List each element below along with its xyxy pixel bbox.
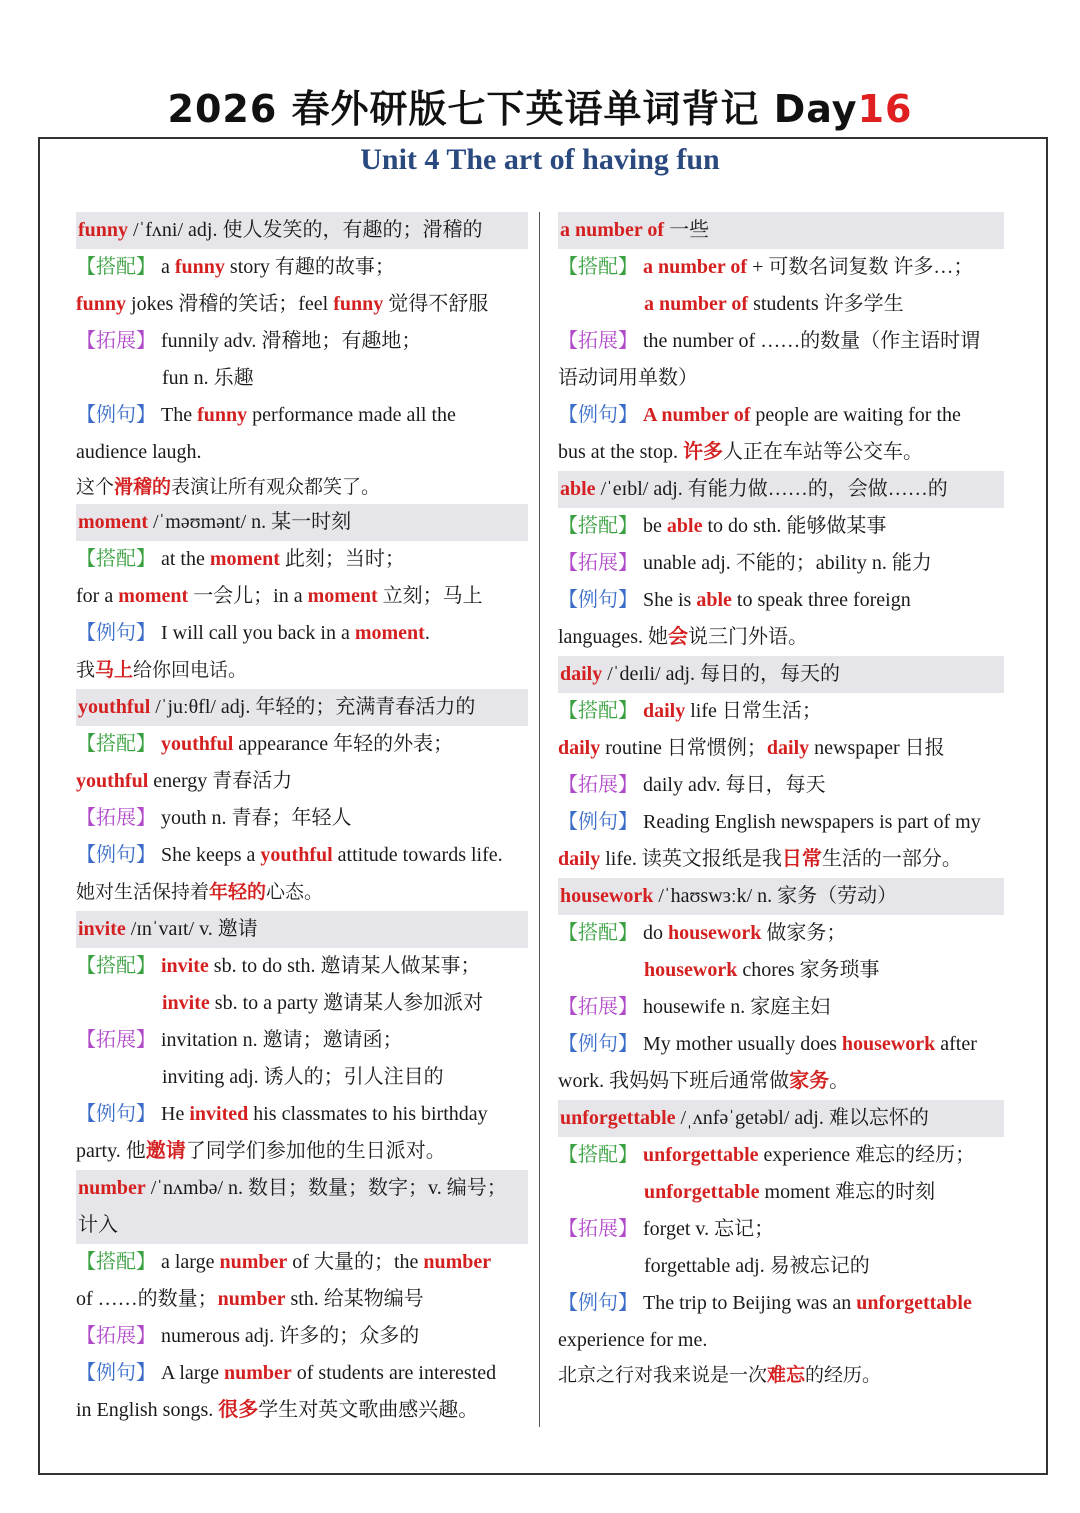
tag-example: 【例句】	[76, 844, 156, 866]
head-word: number	[78, 1177, 146, 1199]
text: appearance 年轻的外表；	[233, 733, 454, 755]
text: 的经历。	[805, 1364, 882, 1386]
text: to do sth. 能够做某事	[702, 515, 887, 537]
extension-line	[558, 1211, 1004, 1248]
keyword: daily	[766, 737, 810, 759]
tag-collocation: 【搭配】	[558, 1144, 638, 1166]
keyword: 日常	[781, 848, 822, 870]
text: numerous adj. 许多的；众多的	[156, 1325, 420, 1347]
text: in English songs.	[76, 1399, 219, 1421]
example-line	[558, 434, 1004, 471]
keyword: youthful	[161, 733, 234, 755]
keyword: housework	[841, 1033, 936, 1055]
entry-head-number	[76, 1170, 528, 1244]
keyword: housework	[644, 959, 738, 981]
collocation-line	[76, 763, 528, 800]
text: energy 青春活力	[148, 770, 293, 792]
tag-collocation: 【搭配】	[558, 256, 638, 278]
head-definition: /ˈhaʊswɜːk/ n. 家务（劳动）	[653, 885, 898, 907]
example-line	[558, 619, 1004, 656]
example-translation	[76, 471, 528, 504]
text: 生活的一部分。	[821, 848, 962, 870]
entry-head-funny	[76, 212, 528, 249]
tag-collocation: 【搭配】	[558, 922, 638, 944]
example-line	[76, 1392, 528, 1429]
entry-head-moment	[76, 504, 528, 541]
tag-collocation: 【搭配】	[558, 515, 638, 537]
text: experience 难忘的经历；	[758, 1144, 976, 1166]
extension-line: 语动词用单数）	[558, 367, 698, 389]
text: 给你回电话。	[133, 659, 248, 681]
text: 一会儿；in a	[188, 585, 308, 607]
text: My mother usually does	[638, 1033, 842, 1055]
entry-head-unforgettable	[558, 1100, 1004, 1137]
collocation-line	[76, 948, 528, 985]
head-definition: /ˈeɪbl/ adj. 有能力做……的，会做……的	[595, 478, 948, 500]
text: sth. 给某物编号	[285, 1288, 424, 1310]
extension-line: inviting adj. 诱人的；引人注目的	[162, 1066, 444, 1088]
keyword: moment	[307, 585, 378, 607]
tag-extension: 【拓展】	[558, 552, 638, 574]
text: 她对生活保持着	[76, 881, 210, 903]
text: a large	[156, 1251, 220, 1273]
text: 人正在车站等公交车。	[723, 441, 923, 463]
text: .	[424, 622, 430, 644]
keyword: 家务	[789, 1070, 830, 1092]
head-definition: /ˈjuːθfl/ adj. 年轻的；充满青春活力的	[150, 696, 476, 718]
tag-extension: 【拓展】	[76, 1325, 156, 1347]
text: 了同学们参加他的生日派对。	[185, 1140, 446, 1162]
text: 表演让所有观众都笑了。	[171, 476, 381, 498]
keyword: number	[423, 1251, 492, 1273]
example-line	[558, 841, 1004, 878]
head-word: funny	[78, 219, 129, 241]
text: a	[156, 256, 175, 278]
keyword: unforgettable	[643, 1144, 759, 1166]
head-definition: /ˈməʊmənt/ n. 某一时刻	[147, 511, 352, 533]
collocation-line	[558, 952, 1004, 989]
keyword: youthful	[260, 844, 333, 866]
entry-head-daily	[558, 656, 1004, 693]
text: 此刻；当时；	[279, 548, 405, 570]
collocation-line	[558, 1174, 1004, 1211]
text: party. 他	[76, 1140, 146, 1162]
text: the number of ……的数量（作主语时谓	[638, 330, 981, 352]
text: She keeps a	[156, 844, 261, 866]
text: The	[156, 404, 198, 426]
head-word: unforgettable	[560, 1107, 676, 1129]
text: funnily adv. 滑稽地；有趣地；	[156, 330, 422, 352]
keyword: funny	[174, 256, 225, 278]
keyword: able	[666, 515, 703, 537]
collocation-line	[558, 915, 1004, 952]
keyword: housework	[668, 922, 762, 944]
collocation-line	[76, 1244, 528, 1281]
page-title	[0, 78, 1080, 133]
collocation-line	[76, 985, 528, 1022]
collocation-line	[76, 726, 528, 763]
head-word: housework	[560, 885, 654, 907]
keyword: 年轻的	[209, 881, 267, 903]
text: unable adj. 不能的；ability n. 能力	[638, 552, 932, 574]
text: chores 家务琐事	[737, 959, 880, 981]
text: attitude towards life.	[332, 844, 503, 866]
keyword: invited	[189, 1103, 249, 1125]
tag-collocation: 【搭配】	[76, 256, 156, 278]
collocation-line	[76, 578, 528, 615]
tag-example: 【例句】	[558, 589, 638, 611]
extension-line: forgettable adj. 易被忘记的	[644, 1255, 870, 1277]
keyword: 马上	[95, 659, 134, 681]
tag-example: 【例句】	[76, 1103, 156, 1125]
keyword: unforgettable	[856, 1292, 972, 1314]
keyword: funny	[76, 293, 127, 315]
head-definition: 一些	[664, 219, 710, 241]
title-day-number: 16	[857, 87, 913, 131]
text: performance made all the	[247, 404, 456, 426]
tag-example: 【例句】	[76, 622, 156, 644]
extension-line	[558, 989, 1004, 1026]
tag-collocation: 【搭配】	[76, 733, 156, 755]
text: at the	[156, 548, 210, 570]
text: life 日常生活；	[685, 700, 822, 722]
head-definition: /ˈdeɪli/ adj. 每日的，每天的	[602, 663, 841, 685]
extension-line	[76, 1022, 528, 1059]
collocation-line	[558, 286, 1004, 323]
text: jokes 滑稽的笑话；feel	[126, 293, 334, 315]
text: of ……的数量；	[76, 1288, 218, 1310]
text: people are waiting for the	[750, 404, 961, 426]
text: housewife n. 家庭主妇	[638, 996, 831, 1018]
text: 做家务；	[761, 922, 847, 944]
text: invitation n. 邀请；邀请函；	[156, 1029, 403, 1051]
tag-example: 【例句】	[558, 1292, 638, 1314]
head-definition: /ˈnʌmbə/ n. 数目；数量；数字；v. 编号；计入	[78, 1177, 507, 1236]
head-word: youthful	[78, 696, 151, 718]
text: newspaper 日报	[809, 737, 945, 759]
head-definition: /ɪnˈvaɪt/ v. 邀请	[125, 918, 258, 940]
example-line	[76, 1133, 528, 1170]
keyword: A number of	[643, 404, 751, 426]
text: of students are interested	[291, 1362, 497, 1384]
right-column	[558, 212, 1004, 1392]
example-line	[558, 1063, 1004, 1100]
text: 北京之行对我来说是一次	[558, 1364, 768, 1386]
keyword: unforgettable	[644, 1181, 760, 1203]
keyword: 难忘	[767, 1364, 806, 1386]
tag-collocation: 【搭配】	[76, 1251, 156, 1273]
text: routine 日常惯例；	[600, 737, 767, 759]
text: youth n. 青春；年轻人	[156, 807, 352, 829]
entry-head-able	[558, 471, 1004, 508]
text: She is	[638, 589, 697, 611]
keyword: moment	[354, 622, 425, 644]
head-word: invite	[78, 918, 126, 940]
keyword: 许多	[683, 441, 723, 463]
extension-line	[558, 767, 1004, 804]
text: to speak three foreign	[731, 589, 911, 611]
collocation-line	[76, 541, 528, 578]
text: + 可数名词复数 许多…；	[747, 256, 974, 278]
example-translation	[76, 652, 528, 689]
text: languages. 她	[558, 626, 668, 648]
text: his classmates to his birthday	[248, 1103, 488, 1125]
keyword: moment	[118, 585, 189, 607]
tag-extension: 【拓展】	[76, 1029, 156, 1051]
keyword: able	[696, 589, 732, 611]
text: 。	[829, 1070, 850, 1092]
keyword: a number of	[643, 256, 748, 278]
collocation-line	[558, 693, 1004, 730]
text: 这个	[76, 476, 115, 498]
tag-collocation: 【搭配】	[76, 955, 156, 977]
example-line	[558, 582, 1004, 619]
head-word: moment	[78, 511, 148, 533]
collocation-line	[558, 1137, 1004, 1174]
keyword: 邀请	[145, 1140, 186, 1162]
keyword: youthful	[76, 770, 149, 792]
extension-line	[76, 323, 528, 360]
text: story 有趣的故事；	[224, 256, 395, 278]
collocation-line	[76, 1281, 528, 1318]
keyword: number	[223, 1362, 292, 1384]
collocation-line	[76, 286, 528, 323]
text: daily adv. 每日，每天	[638, 774, 826, 796]
text: be	[638, 515, 667, 537]
text: work. 我妈妈下班后通常做	[558, 1070, 790, 1092]
text: I will call you back in a	[156, 622, 355, 644]
text: do	[638, 922, 668, 944]
example-line: experience for me.	[558, 1329, 708, 1351]
column-divider	[539, 212, 540, 1427]
collocation-line	[76, 249, 528, 286]
tag-extension: 【拓展】	[558, 996, 638, 1018]
example-line: audience laugh.	[76, 441, 202, 463]
entry-head-invite	[76, 911, 528, 948]
text: Reading English newspapers is part of my	[638, 811, 981, 833]
text: for a	[76, 585, 119, 607]
keyword: invite	[161, 955, 209, 977]
tag-example: 【例句】	[558, 811, 638, 833]
keyword: a number of	[644, 293, 749, 315]
unit-title: Unit 4 The art of having fun	[360, 143, 720, 176]
head-word: able	[560, 478, 596, 500]
head-word: daily	[560, 663, 603, 685]
tag-collocation: 【搭配】	[76, 548, 156, 570]
text: forget v. 忘记；	[638, 1218, 775, 1240]
text: 学生对英文歌曲感兴趣。	[258, 1399, 479, 1421]
entry-head-a-number-of	[558, 212, 1004, 249]
extension-line: fun n. 乐趣	[162, 367, 254, 389]
text: sb. to a party 邀请某人参加派对	[209, 992, 484, 1014]
text: moment 难忘的时刻	[759, 1181, 936, 1203]
text: 觉得不舒服	[383, 293, 489, 315]
keyword: funny	[197, 404, 248, 426]
tag-example: 【例句】	[76, 404, 156, 426]
tag-example: 【例句】	[76, 1362, 156, 1384]
entry-head-youthful	[76, 689, 528, 726]
keyword: moment	[209, 548, 280, 570]
text: life. 读英文报纸是我	[600, 848, 782, 870]
title-prefix: 2026 春外研版七下英语单词背记 Day	[167, 87, 858, 131]
keyword: number	[217, 1288, 286, 1310]
text: of 大量的；the	[287, 1251, 424, 1273]
head-definition: /ˈfʌni/ adj. 使人发笑的，有趣的；滑稽的	[128, 219, 483, 241]
text: The trip to Beijing was an	[638, 1292, 857, 1314]
extension-line	[558, 545, 1004, 582]
keyword: daily	[643, 700, 686, 722]
text: 心态。	[266, 881, 324, 903]
collocation-line	[558, 508, 1004, 545]
text: 我	[76, 659, 96, 681]
tag-example: 【例句】	[558, 1033, 638, 1055]
left-column	[76, 212, 528, 1429]
example-line	[558, 1026, 1004, 1063]
text: 立刻；马上	[377, 585, 483, 607]
collocation-line	[558, 249, 1004, 286]
keyword: invite	[162, 992, 210, 1014]
example-line	[76, 397, 528, 434]
extension-line	[76, 800, 528, 837]
keyword: number	[219, 1251, 288, 1273]
keyword: daily	[558, 848, 601, 870]
text: students 许多学生	[748, 293, 904, 315]
example-line	[76, 837, 528, 874]
example-line	[76, 615, 528, 652]
tag-extension: 【拓展】	[76, 807, 156, 829]
keyword: 很多	[218, 1399, 259, 1421]
entry-head-housework	[558, 878, 1004, 915]
head-definition: /ˌʌnfəˈgetəbl/ adj. 难以忘怀的	[675, 1107, 929, 1129]
example-line	[76, 1355, 528, 1392]
tag-extension: 【拓展】	[558, 774, 638, 796]
example-line	[558, 397, 1004, 434]
keyword: daily	[558, 737, 601, 759]
collocation-line	[558, 730, 1004, 767]
keyword: 会	[667, 626, 688, 648]
text: 说三门外语。	[687, 626, 808, 648]
example-line	[76, 1096, 528, 1133]
text: sb. to do sth. 邀请某人做某事；	[208, 955, 481, 977]
head-word: a number of	[560, 219, 665, 241]
example-line	[558, 804, 1004, 841]
example-translation	[558, 1359, 1004, 1392]
tag-example: 【例句】	[558, 404, 638, 426]
tag-extension: 【拓展】	[558, 330, 638, 352]
text: bus at the stop.	[558, 441, 683, 463]
keyword: 滑稽的	[114, 476, 172, 498]
keyword: funny	[333, 293, 384, 315]
tag-extension: 【拓展】	[76, 330, 156, 352]
text: He	[156, 1103, 190, 1125]
extension-line	[76, 1318, 528, 1355]
text: A large	[156, 1362, 224, 1384]
example-line	[558, 1285, 1004, 1322]
text: after	[935, 1033, 977, 1055]
extension-line	[558, 323, 1004, 360]
tag-extension: 【拓展】	[558, 1218, 638, 1240]
tag-collocation: 【搭配】	[558, 700, 638, 722]
example-translation	[76, 874, 528, 911]
